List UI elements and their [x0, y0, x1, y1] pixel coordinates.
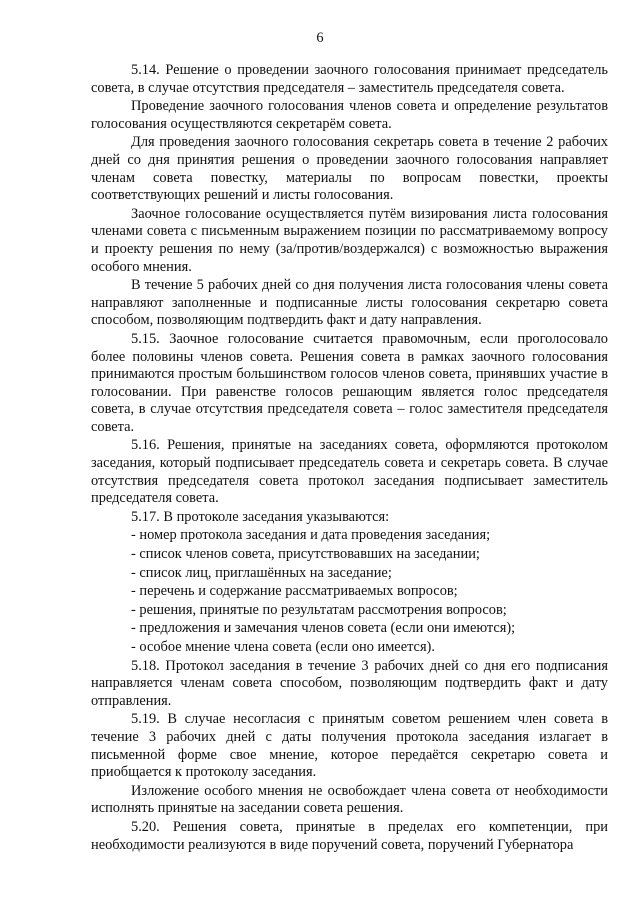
- paragraph-voting-return: В течение 5 рабочих дней со дня получения листа голосования члены совета направляют заполненные и подписанные листы голосования секретарю совета способом, позволяющим подтвердить факт и дату направления.: [91, 277, 608, 329]
- document-body: [91, 62, 608, 854]
- list-item: - предложения и замечания членов совета (если они имеются);: [131, 620, 516, 637]
- list-item: - список лиц, приглашённых на заседание;: [131, 564, 392, 581]
- paragraph-voting-procedure: Заочное голосование осуществляется путём визирования листа голосования членами совета с письменным выражением позиции по рассматриваемому вопросу и проекту решения по нему (за/против/воздержался) с возможностью выражения особого мнения.: [91, 205, 608, 275]
- paragraph-5-16: 5.16. Решения, принятые на заседаниях совета, оформляются протоколом заседания, который подписывает председатель совета и секретарь совета. В случае отсутствия председателя совета протокол заседания подписывает заместитель председателя совета.: [91, 437, 608, 507]
- paragraph-5-20: 5.20. Решения совета, принятые в пределах его компетенции, при необходимости реализуются в виде поручений совета, поручений Губернатора: [91, 818, 608, 853]
- paragraph-5-14: 5.14. Решение о проведении заочного голосования принимает председатель совета, в случае отсутствия председателя – заместитель председателя совета.: [91, 62, 608, 96]
- list-item: - номер протокола заседания и дата проведения заседания;: [131, 527, 491, 544]
- paragraph-5-15: 5.15. Заочное голосование считается правомочным, если проголосовало более половины членов совета. Решения совета в рамках заочного голосования принимаются простым большинством голосов членов совета, принявших участие в голосовании. При равенстве голосов решающим является голос председателя совета, в случае отсутствия председателя совета – голос заместителя председателя совета.: [91, 330, 608, 435]
- list-item: - перечень и содержание рассматриваемых вопросов;: [131, 583, 458, 600]
- list-item: - особое мнение члена совета (если оно имеется).: [131, 639, 435, 655]
- paragraph-5-19: 5.19. В случае несогласия с принятым советом решением член совета в течение 3 рабочих дней с даты получения протокола заседания излагает в письменной форме свое мнение, которое передаётся секретарю совета и приобщается к протоколу заседания.: [91, 711, 608, 781]
- list-item: - решения, принятые по результатам рассмотрения вопросов;: [131, 601, 507, 618]
- protocol-items-list: [91, 527, 608, 656]
- paragraph-voting-materials: Для проведения заочного голосования секретарь совета в течение 2 рабочих дней со дня принятия решения о проведении заочного голосования направляет членам совета повестку, материалы по вопросам повестки, проекты соответствующих решений и листы голосования.: [91, 134, 608, 204]
- paragraph-voting-results: Проведение заочного голосования членов совета и определение результатов голосования осуществляются секретарём совета.: [91, 98, 608, 132]
- list-item: - список членов совета, присутствовавших на заседании;: [131, 546, 480, 563]
- paragraph-dissenting-opinion: Изложение особого мнения не освобождает члена совета от необходимости исполнять принятые на заседании совета решения.: [91, 782, 608, 817]
- paragraph-5-17: 5.17. В протоколе заседания указываются:: [131, 508, 390, 525]
- paragraph-5-18: 5.18. Протокол заседания в течение 3 рабочих дней со дня его подписания направляется членам совета способом, позволяющим подтвердить факт и дату отправления.: [91, 657, 608, 709]
- page-number: 6: [316, 30, 324, 46]
